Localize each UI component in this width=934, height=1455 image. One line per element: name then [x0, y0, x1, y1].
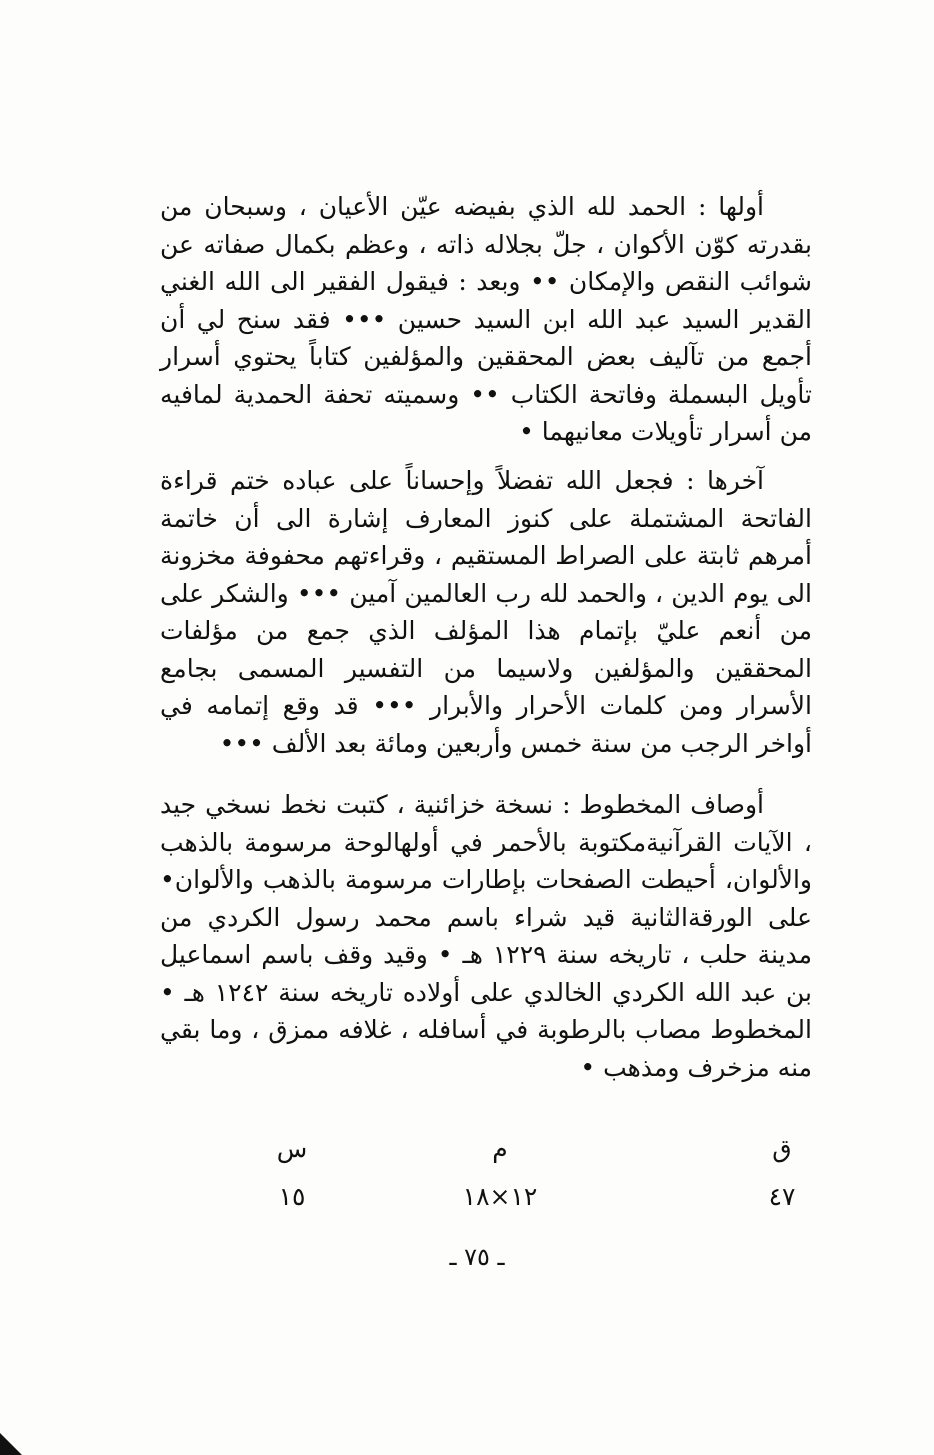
- header-dimensions: م: [492, 1134, 508, 1163]
- value-leaves: ٤٧: [768, 1182, 796, 1211]
- header-lines: س: [276, 1134, 308, 1163]
- paragraph-text: أولها : الحمد لله الذي بفيضه عيّن الأعيان ، وسبحان من بقدرته كوّن الأكوان ، جلّ بجلاله ذاته ، وعظم بكمال صفاته عن شوائب النقص والإمكان •• وبعد : فيقول الفقير الى الله الغني القدير السيد عبد الله ابن السيد حسين ••• فقد سنح لي أن أجمع من تآليف بعض المحققين والمؤلفين كتاباً يحتوي أسرار تأويل البسملة وفاتحة الكتاب •• وسميته تحفة الحمدية لمافيه من أسرار تأويلات معانيهما •: [160, 192, 812, 446]
- paragraph-incipit: [160, 188, 812, 451]
- corner-triangle-mark: [0, 1433, 22, 1455]
- paragraph-explicit: [160, 462, 812, 762]
- value-dimensions: ١٢×١٨: [462, 1182, 538, 1211]
- paragraph-text: أوصاف المخطوط : نسخة خزائنية ، كتبت نخط نسخي جيد ، الآيات القرآنيةمكتوبة بالأحمر في أولهالوحة مرسومة بالذهب والألوان، أحيطت الصفحات بإطارات مرسومة بالذهب والألوان• على الورقةالثانية قيد شراء باسم محمد رسول الكردي من مدينة حلب ، تاريخه سنة ١٢٢٩ هـ • وقيد وقف باسم اسماعيل بن عبد الله الكردي الخالدي على أولاده تاريخه سنة ١٢٤٢ هـ • المخطوط مصاب بالرطوبة في أسافله ، غلافه ممزق ، وما بقي منه مزخرف ومذهب •: [160, 790, 812, 1082]
- value-lines: ١٥: [278, 1182, 306, 1211]
- page-number: ـ ٧٥ ـ: [449, 1243, 505, 1271]
- paragraph-text: آخرها : فجعل الله تفضلاً وإحساناً على عباده ختم قراءة الفاتحة المشتملة على كنوز المعارف إشارة الى أن خاتمة أمرهم ثابتة على الصراط المستقيم ، وقراءتهم محفوفة مخزونة الى يوم الدين ، والحمد لله رب العالمين آمين ••• والشكر على من أنعم عليّ بإتمام هذا المؤلف الذي جمع من مؤلفات المحققين والمؤلفين ولاسيما من التفسير المسمى بجامع الأسرار ومن كلمات الأحرار والأبرار ••• قد وقع إتمامه في أواخر الرجب من سنة خمس وأربعين ومائة بعد الألف •••: [160, 466, 812, 758]
- paragraph-manuscript-description: [160, 786, 812, 1086]
- header-leaves: ق: [772, 1134, 792, 1163]
